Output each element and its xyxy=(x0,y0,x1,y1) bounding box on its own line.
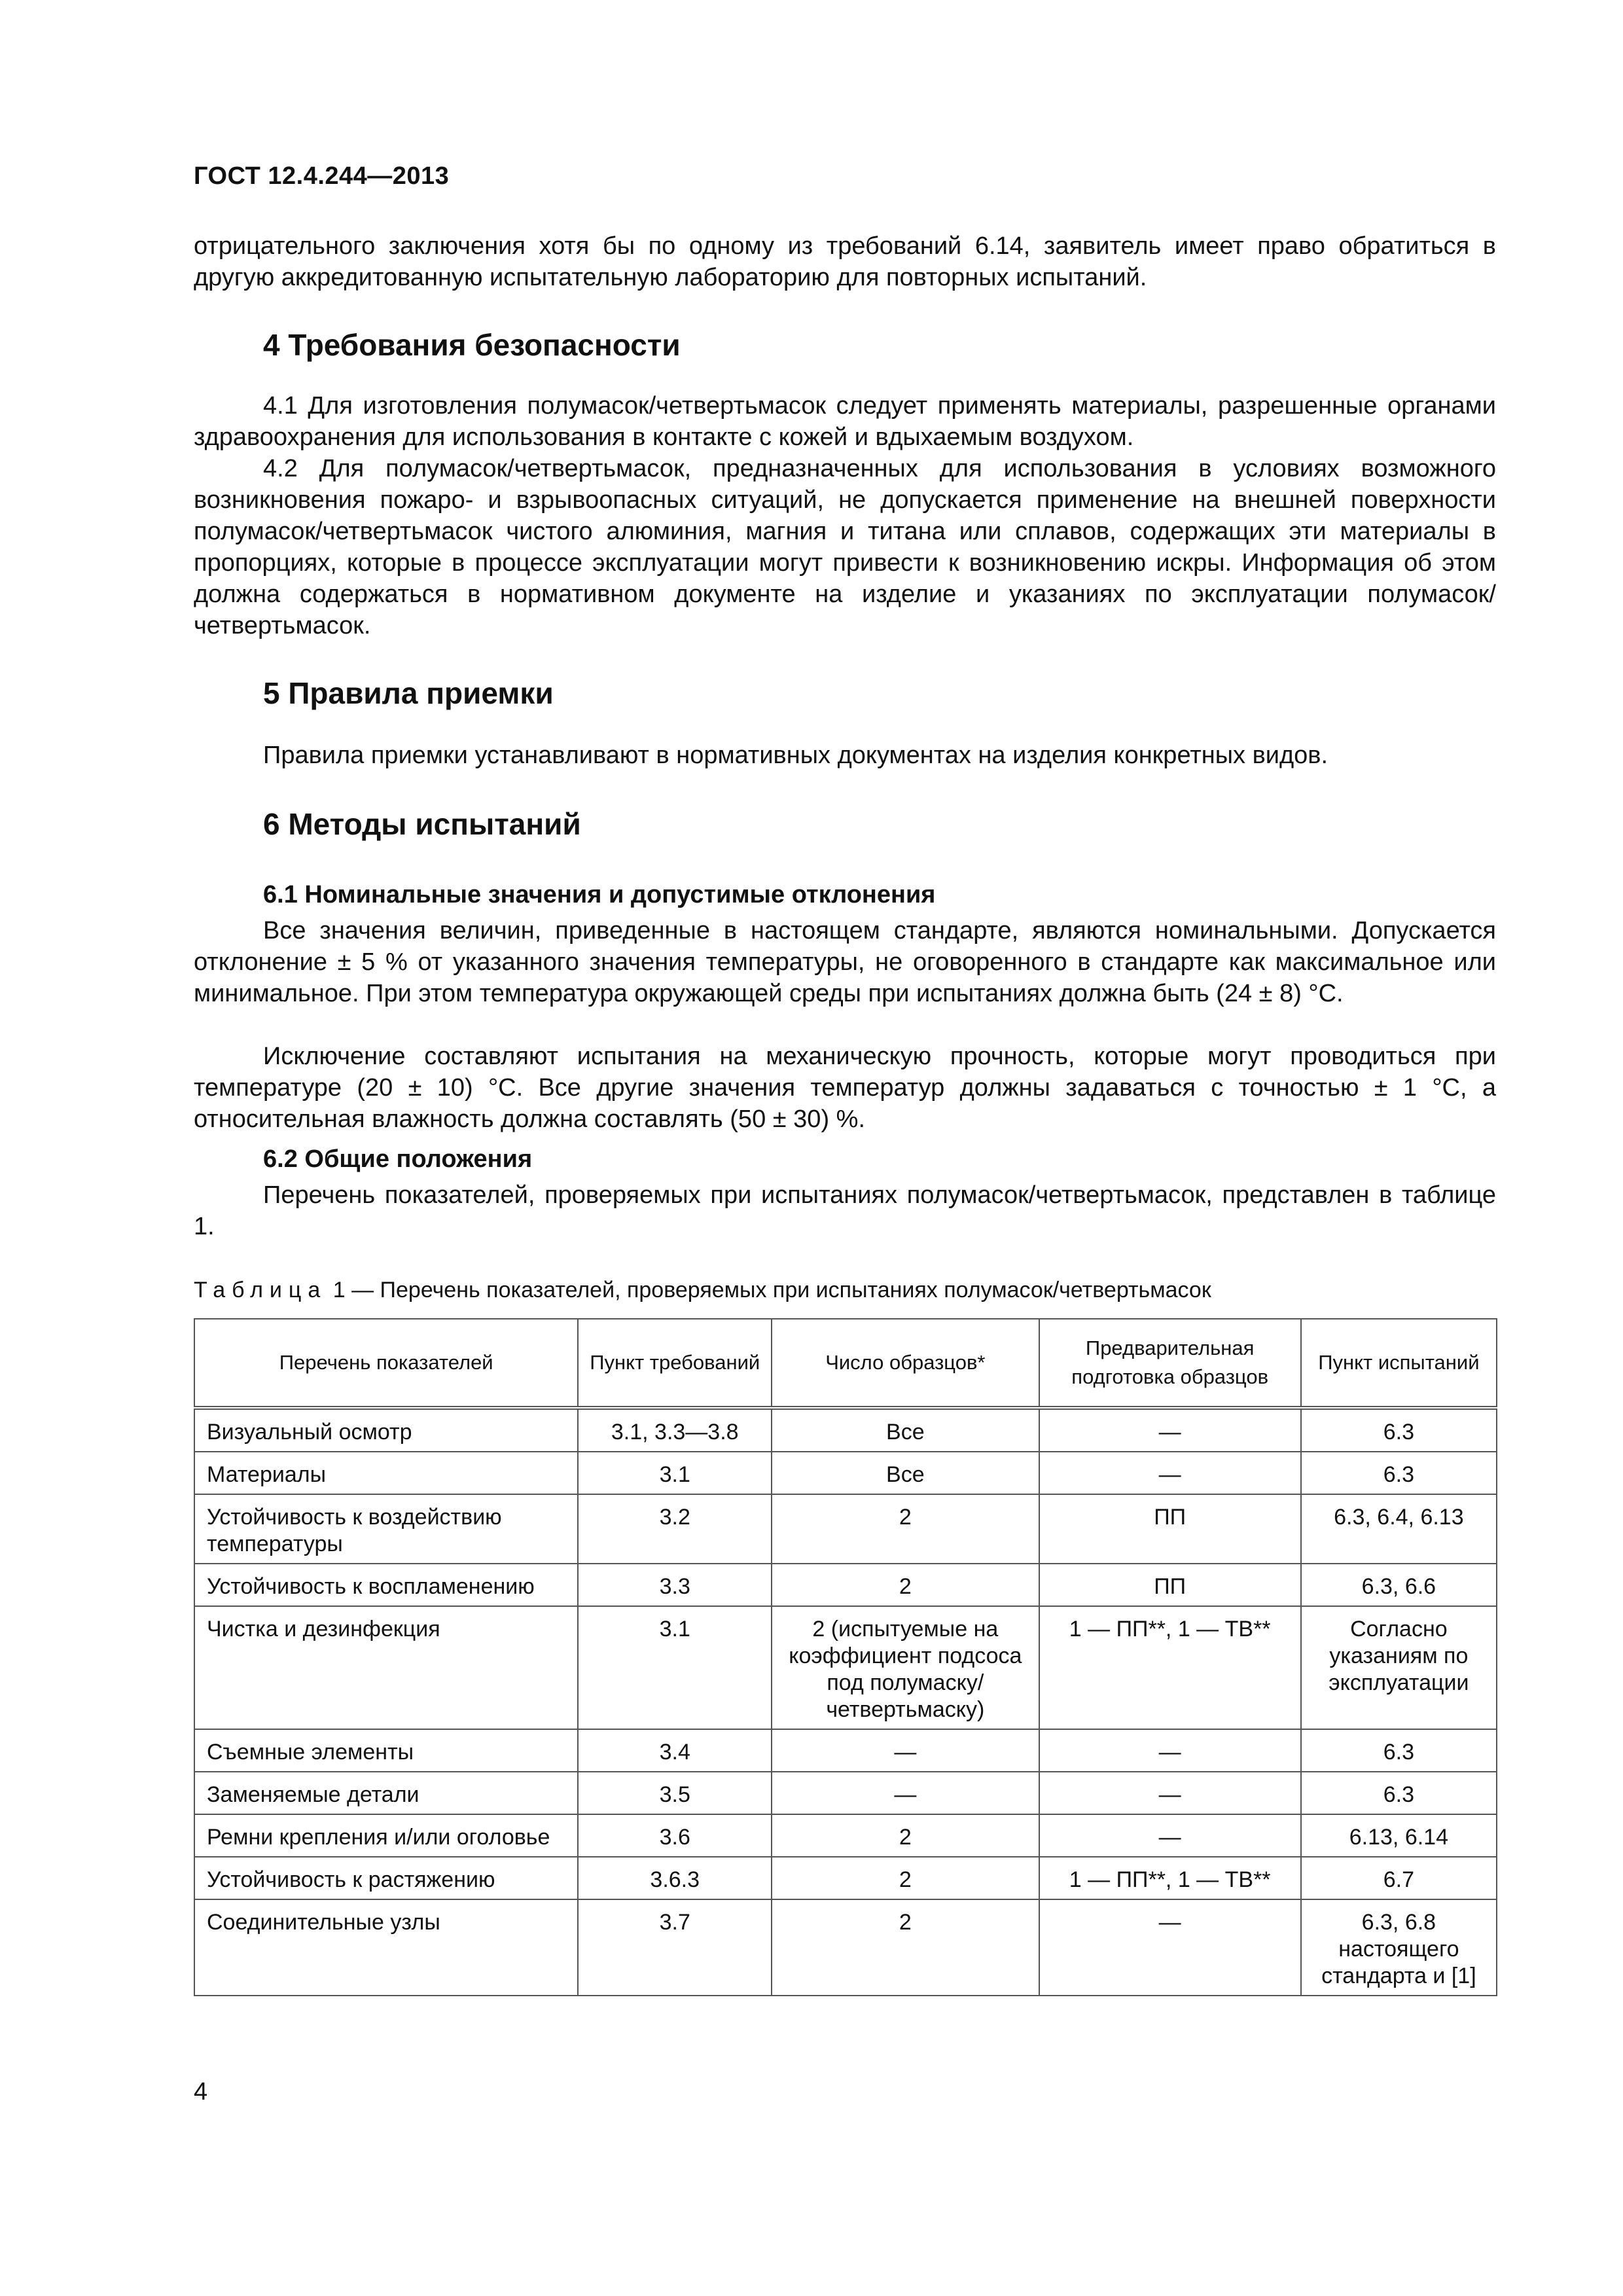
table-caption-text: 1 — Перечень показателей, проверяемых при испытаниях полумасок/четвертьмасок xyxy=(327,1278,1211,1302)
indicators-table xyxy=(194,1318,1497,1996)
intro-paragraph: отрицательного заключения хотя бы по одному из требований 6.14, заявитель имеет право обратиться в другую аккредитованную испытательную лабораторию для повторных испытаний. xyxy=(194,232,1496,291)
cell-preconditioning: — xyxy=(1039,1408,1301,1452)
cell-indicator: Визуальный осмотр xyxy=(194,1408,578,1452)
cell-requirement: 3.1 xyxy=(578,1606,772,1729)
header-preconditioning: Предварительная подготовка образцов xyxy=(1039,1319,1301,1408)
section-6-1-title: 6.1 Номинальные значения и допустимые отклонения xyxy=(263,881,936,908)
cell-requirement: 3.5 xyxy=(578,1772,772,1814)
table-row xyxy=(194,1408,1497,1452)
cell-preconditioning: — xyxy=(1039,1899,1301,1996)
cell-indicator: Устойчивость к растяжению xyxy=(194,1857,578,1899)
section-5-title: 5 Правила приемки xyxy=(263,676,554,710)
table-row xyxy=(194,1729,1497,1772)
cell-preconditioning: 1 — ПП**, 1 — ТВ** xyxy=(1039,1857,1301,1899)
cell-samples: 2 xyxy=(772,1814,1039,1857)
cell-preconditioning: 1 — ПП**, 1 — ТВ** xyxy=(1039,1606,1301,1729)
section-4-title: 4 Требования безопасности xyxy=(263,328,681,362)
table-row xyxy=(194,1606,1497,1729)
section-5-paragraph-1: Правила приемки устанавливают в нормативных документах на изделия конкретных видов. xyxy=(263,742,1329,769)
section-4-paragraph-1: 4.1 Для изготовления полумасок/четвертьмасок следует применять материалы, разрешенные органами здравоохранения для использования в контакте с кожей и вдыхаемым воздухом. xyxy=(194,392,1496,451)
cell-preconditioning: — xyxy=(1039,1729,1301,1772)
cell-indicator: Съемные элементы xyxy=(194,1729,578,1772)
cell-indicator: Чистка и дезинфекция xyxy=(194,1606,578,1729)
table-row xyxy=(194,1814,1497,1857)
cell-indicator: Устойчивость к воздействию температуры xyxy=(194,1494,578,1564)
cell-samples: 2 xyxy=(772,1564,1039,1606)
cell-test-clause: Согласно указаниям по эксплуатации xyxy=(1301,1606,1497,1729)
table-row xyxy=(194,1772,1497,1814)
cell-indicator: Материалы xyxy=(194,1452,578,1494)
cell-test-clause: 6.3 xyxy=(1301,1772,1497,1814)
cell-test-clause: 6.3, 6.8 настоящего стандарта и [1] xyxy=(1301,1899,1497,1996)
cell-samples: 2 xyxy=(772,1494,1039,1564)
table-row xyxy=(194,1494,1497,1564)
cell-indicator: Заменяемые детали xyxy=(194,1772,578,1814)
cell-requirement: 3.6.3 xyxy=(578,1857,772,1899)
cell-requirement: 3.1, 3.3—3.8 xyxy=(578,1408,772,1452)
cell-samples: — xyxy=(772,1729,1039,1772)
header-requirement-clause: Пункт требований xyxy=(578,1319,772,1408)
cell-requirement: 3.4 xyxy=(578,1729,772,1772)
section-6-2-title: 6.2 Общие положения xyxy=(263,1145,533,1173)
cell-indicator: Соединительные узлы xyxy=(194,1899,578,1996)
cell-requirement: 3.1 xyxy=(578,1452,772,1494)
cell-indicator: Устойчивость к воспламенению xyxy=(194,1564,578,1606)
cell-requirement: 3.3 xyxy=(578,1564,772,1606)
cell-preconditioning: — xyxy=(1039,1452,1301,1494)
header-sample-count: Число образцов* xyxy=(772,1319,1039,1408)
cell-samples: 2 xyxy=(772,1857,1039,1899)
cell-test-clause: 6.3, 6.4, 6.13 xyxy=(1301,1494,1497,1564)
cell-preconditioning: — xyxy=(1039,1772,1301,1814)
section-6-1-paragraph-2: Исключение составляют испытания на механическую прочность, которые могут проводиться при температуре (20 ± 10) °С. Все другие значения температур должны задаваться с точностью ± 1 °С, а относительная влажность должна составлять (50 ± 30) %. xyxy=(194,1043,1496,1133)
section-6-2-paragraph-1: Перечень показателей, проверяемых при испытаниях полумасок/четвертьмасок, представлен в таблице 1. xyxy=(194,1181,1496,1240)
cell-samples: 2 (испытуемые на коэффициент подсоса под полумаску/четвертьмаску) xyxy=(772,1606,1039,1729)
table-header-row xyxy=(194,1319,1497,1408)
cell-requirement: 3.7 xyxy=(578,1899,772,1996)
cell-test-clause: 6.3 xyxy=(1301,1452,1497,1494)
cell-indicator: Ремни крепления и/или оголовье xyxy=(194,1814,578,1857)
cell-test-clause: 6.3, 6.6 xyxy=(1301,1564,1497,1606)
cell-test-clause: 6.7 xyxy=(1301,1857,1497,1899)
section-6-title: 6 Методы испытаний xyxy=(263,807,581,841)
section-4-paragraph-2: 4.2 Для полумасок/четвертьмасок, предназначенных для использования в условиях возможного возникновения пожаро- и взрывоопасных ситуаций, не допускается применение на внешней поверхности полумасок/четвертьмасок чистого алюминия, магния и титана или сплавов, содержащих эти материалы в пропорциях, которые в процессе эксплуатации могут привести к возникновению искры. Информация об этом должна содержаться в нормативном документе на изделие и указаниях по эксплуатации полумасок/четвертьмасок. xyxy=(194,455,1496,639)
table-row xyxy=(194,1899,1497,1996)
cell-test-clause: 6.3 xyxy=(1301,1729,1497,1772)
cell-samples: Все xyxy=(772,1452,1039,1494)
table-row xyxy=(194,1857,1497,1899)
header-test-clause: Пункт испытаний xyxy=(1301,1319,1497,1408)
cell-preconditioning: — xyxy=(1039,1814,1301,1857)
table-row xyxy=(194,1452,1497,1494)
cell-samples: 2 xyxy=(772,1899,1039,1996)
cell-requirement: 3.2 xyxy=(578,1494,772,1564)
cell-test-clause: 6.13, 6.14 xyxy=(1301,1814,1497,1857)
table-caption xyxy=(194,1278,1211,1303)
document-header: ГОСТ 12.4.244—2013 xyxy=(194,162,450,190)
section-6-1-paragraph-1: Все значения величин, приведенные в настоящем стандарте, являются номинальными. Допускается отклонение ± 5 % от указанного значения температуры, не оговоренного в стандарте как максимальное или минимальное. При этом температура окружающей среды при испытаниях должна быть (24 ± 8) °С. xyxy=(194,917,1496,1007)
cell-samples: Все xyxy=(772,1408,1039,1452)
cell-samples: — xyxy=(772,1772,1039,1814)
cell-preconditioning: ПП xyxy=(1039,1564,1301,1606)
page-number: 4 xyxy=(194,2078,208,2106)
cell-requirement: 3.6 xyxy=(578,1814,772,1857)
table-caption-prefix: Таблица xyxy=(194,1278,327,1302)
cell-preconditioning: ПП xyxy=(1039,1494,1301,1564)
cell-test-clause: 6.3 xyxy=(1301,1408,1497,1452)
header-indicators: Перечень показателей xyxy=(194,1319,578,1408)
table-row xyxy=(194,1564,1497,1606)
